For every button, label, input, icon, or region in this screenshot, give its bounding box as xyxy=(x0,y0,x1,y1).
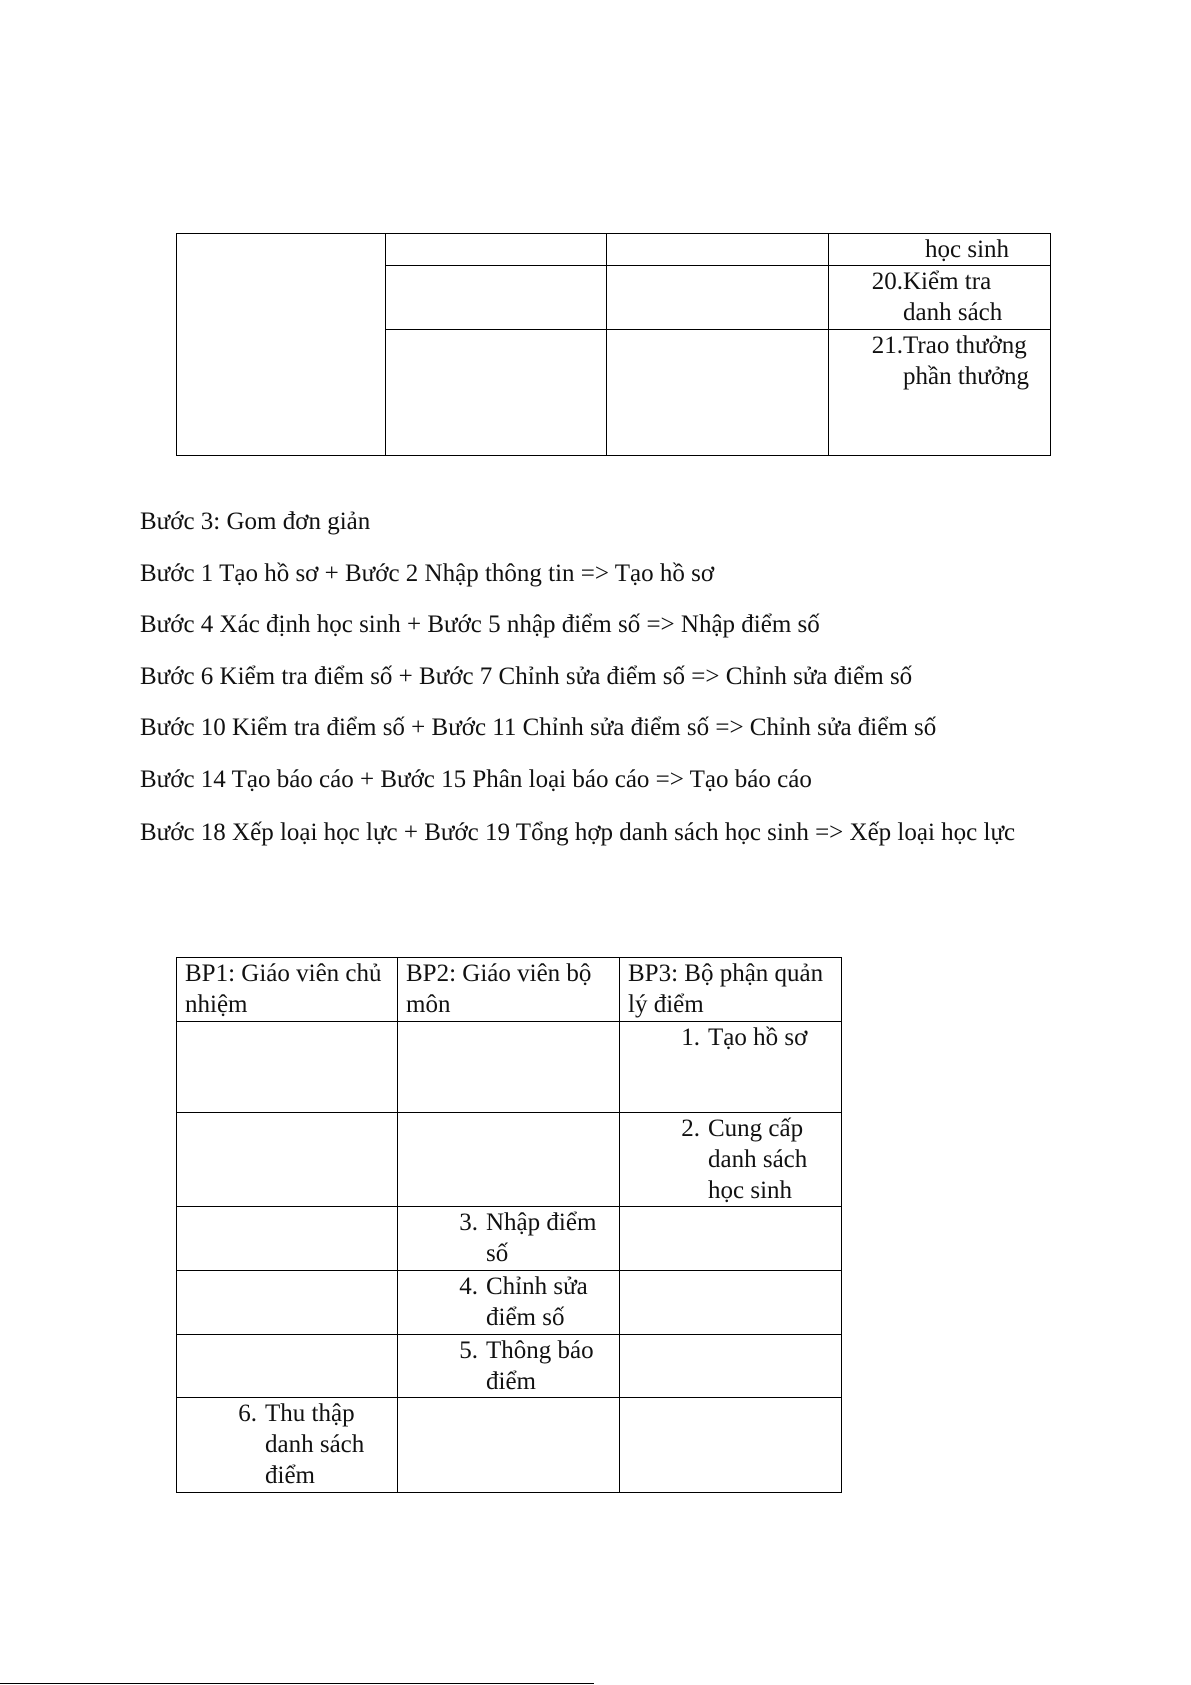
column-header: BP2: Giáo viên bộ môn xyxy=(398,958,620,1022)
step-line: Bước 14 Tạo báo cáo + Bước 15 Phân loại báo cáo => Tạo báo cáo xyxy=(140,766,812,793)
table-cell xyxy=(620,1271,842,1335)
table-cell xyxy=(829,234,1051,266)
table-cell xyxy=(177,1398,398,1493)
process-table-continuation xyxy=(176,233,1051,456)
step-line: Bước 1 Tạo hồ sơ + Bước 2 Nhập thông tin => Tạo hồ sơ xyxy=(140,560,715,587)
step-number: 20. xyxy=(871,268,903,295)
table-cell xyxy=(177,1335,398,1398)
table-cell xyxy=(177,1207,398,1271)
department-table xyxy=(176,957,842,1493)
table-cell xyxy=(177,234,386,456)
table-cell xyxy=(386,266,607,330)
step-line: Bước 10 Kiểm tra điểm số + Bước 11 Chỉnh sửa điểm số => Chỉnh sửa điểm số xyxy=(140,714,937,741)
table-cell xyxy=(620,1113,842,1207)
step-text: Trao thưởng phần thưởng xyxy=(903,332,1030,390)
item-text: Tạo hồ sơ xyxy=(708,1024,808,1051)
table-cell xyxy=(620,1398,842,1493)
table-cell xyxy=(398,1207,620,1271)
table-cell xyxy=(620,1207,842,1271)
item-number: 1. xyxy=(681,1024,700,1051)
step-line: Bước 6 Kiểm tra điểm số + Bước 7 Chỉnh sửa điểm số => Chỉnh sửa điểm số xyxy=(140,663,913,690)
table-cell xyxy=(607,330,829,456)
item-number: 3. xyxy=(459,1209,478,1236)
item-text: Thu thập danh sách điểm xyxy=(265,1400,365,1489)
step-number: 21. xyxy=(871,332,903,359)
step-text: học sinh xyxy=(925,236,1010,263)
step-line: Bước 18 Xếp loại học lực + Bước 19 Tổng hợp danh sách học sinh => Xếp loại học lực xyxy=(140,819,1016,846)
table-cell xyxy=(177,1271,398,1335)
table-cell xyxy=(620,1335,842,1398)
table-cell xyxy=(620,1022,842,1113)
table-cell xyxy=(829,266,1051,330)
table-cell xyxy=(177,1113,398,1207)
table-cell xyxy=(607,234,829,266)
table-cell xyxy=(398,1335,620,1398)
item-number: 4. xyxy=(459,1273,478,1300)
step-text: Kiểm tra danh sách xyxy=(903,268,1003,326)
table-cell xyxy=(607,266,829,330)
step-number xyxy=(881,234,925,265)
item-text: Cung cấp danh sách học sinh xyxy=(708,1115,808,1204)
item-text: Thông báo điểm xyxy=(486,1337,594,1395)
table-cell xyxy=(398,1398,620,1493)
item-number: 2. xyxy=(681,1115,700,1142)
table-cell xyxy=(398,1113,620,1207)
column-header: BP1: Giáo viên chủ nhiệm xyxy=(177,958,398,1022)
item-number: 5. xyxy=(459,1337,478,1364)
table-cell xyxy=(398,1271,620,1335)
table-cell xyxy=(386,330,607,456)
item-text: Nhập điểm số xyxy=(486,1209,597,1267)
table-cell xyxy=(177,1022,398,1113)
step-line: Bước 4 Xác định học sinh + Bước 5 nhập điểm số => Nhập điểm số xyxy=(140,611,820,638)
item-number: 6. xyxy=(238,1400,257,1427)
table-cell xyxy=(386,234,607,266)
table-cell xyxy=(398,1022,620,1113)
table-cell xyxy=(829,330,1051,456)
column-header: BP3: Bộ phận quản lý điểm xyxy=(620,958,842,1022)
footnote-separator xyxy=(0,1683,594,1684)
item-text: Chỉnh sửa điểm số xyxy=(486,1273,588,1331)
steps-heading: Bước 3: Gom đơn giản xyxy=(140,508,371,535)
